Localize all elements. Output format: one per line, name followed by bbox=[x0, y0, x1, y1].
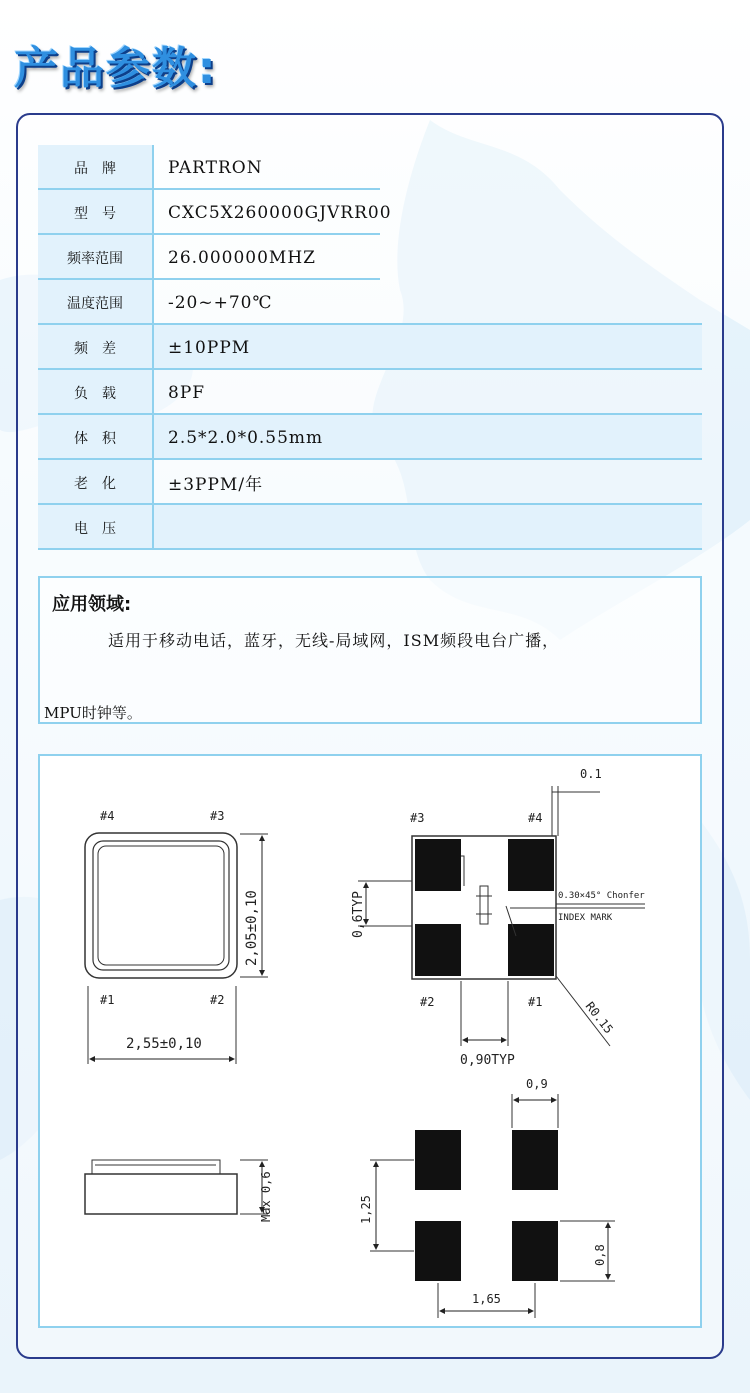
spec-value: 8PF bbox=[168, 382, 206, 403]
pin-label: #4 bbox=[528, 811, 543, 825]
spec-row-model bbox=[38, 190, 392, 235]
applications-box bbox=[38, 576, 702, 724]
spec-value: -20~+70℃ bbox=[168, 292, 273, 313]
side-view bbox=[85, 1160, 273, 1222]
spec-label: 品 牌 bbox=[38, 145, 154, 190]
dimension-height: 2,05±0,10 bbox=[244, 890, 260, 966]
pin-label: #2 bbox=[420, 995, 435, 1009]
spec-row-brand bbox=[38, 145, 380, 190]
spec-label: 体 积 bbox=[38, 415, 154, 460]
spec-label: 温度范围 bbox=[38, 280, 154, 325]
spec-row-voltage bbox=[38, 505, 702, 550]
applications-text-continued: MPU时钟等。 bbox=[44, 704, 142, 722]
top-view bbox=[85, 809, 268, 1064]
spec-value bbox=[156, 505, 168, 550]
spec-value: ±3PPM/年 bbox=[168, 475, 264, 495]
pin-label: #4 bbox=[100, 809, 115, 823]
spec-label: 频率范围 bbox=[38, 235, 154, 280]
spec-value: 2.5*2.0*0.55mm bbox=[168, 427, 324, 448]
applications-title: 应用领域: bbox=[52, 594, 132, 615]
dimension-edge: 0.1 bbox=[580, 767, 602, 781]
dimension-land-pitch-horizontal: 1,65 bbox=[472, 1292, 501, 1306]
dimension-land-height: 0,8 bbox=[593, 1244, 607, 1266]
spec-row-aging bbox=[38, 460, 702, 505]
spec-label: 老 化 bbox=[38, 460, 154, 505]
dimension-land-width: 0,9 bbox=[526, 1077, 548, 1091]
pin-label: #2 bbox=[210, 993, 225, 1007]
spec-value: PARTRON bbox=[168, 157, 263, 178]
spec-row-temperature bbox=[38, 280, 702, 325]
spec-value: ±10PPM bbox=[168, 337, 251, 358]
spec-row-frequency bbox=[38, 235, 380, 280]
spec-label: 电 压 bbox=[38, 505, 154, 550]
dimension-land-pitch-vertical: 1,25 bbox=[359, 1195, 373, 1224]
spec-label: 型 号 bbox=[38, 190, 154, 235]
spec-label: 负 载 bbox=[38, 370, 154, 415]
pin-label: #3 bbox=[210, 809, 225, 823]
bottom-view bbox=[351, 767, 645, 1068]
page-heading: 产品参数: bbox=[14, 43, 218, 94]
spec-row-load bbox=[38, 370, 702, 415]
spec-row-size bbox=[38, 415, 702, 460]
dimension-max-height: Max 0,6 bbox=[259, 1171, 273, 1222]
spec-row-tolerance bbox=[38, 325, 702, 370]
spec-value: CXC5X260000GJVRR00 bbox=[168, 202, 392, 223]
pin-label: #3 bbox=[410, 811, 425, 825]
dimension-pad-gap-horizontal: 0,90TYP bbox=[460, 1053, 515, 1068]
dimension-width: 2,55±0,10 bbox=[126, 1036, 202, 1052]
pin-label: #1 bbox=[100, 993, 115, 1007]
pin-label: #1 bbox=[528, 995, 543, 1009]
index-mark-label: INDEX MARK bbox=[558, 913, 613, 923]
radius-label: R0.15 bbox=[582, 999, 616, 1037]
applications-text: 适用于移动电话，蓝牙，无线-局域网，ISM频段电台广播， bbox=[108, 631, 560, 650]
spec-value: 26.000000MHZ bbox=[168, 247, 316, 268]
spec-label: 频 差 bbox=[38, 325, 154, 370]
chamfer-note: 0.30×45° Chonfer bbox=[558, 891, 645, 901]
dimension-drawing bbox=[38, 754, 702, 1328]
dimension-pad-gap-vertical: 0,6TYP bbox=[351, 891, 366, 938]
land-pattern bbox=[359, 1077, 615, 1318]
